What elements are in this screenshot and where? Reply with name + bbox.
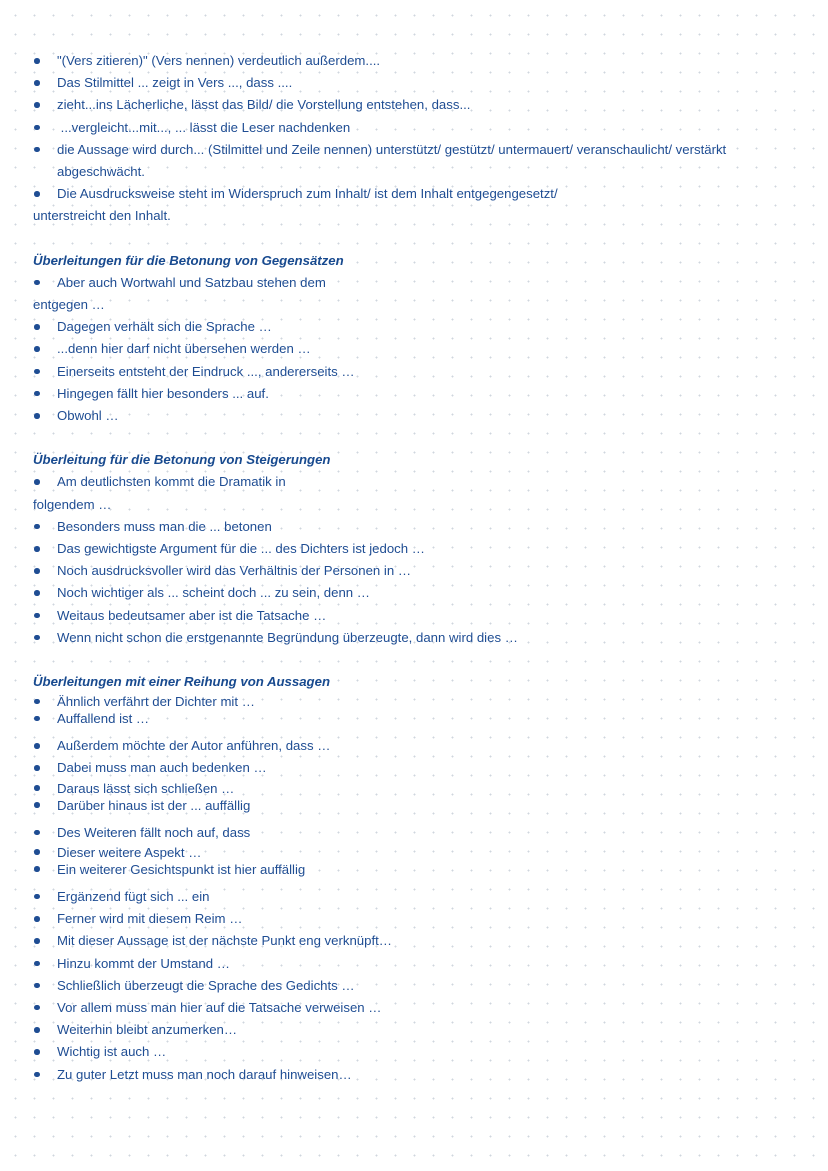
- section-steigerungen: [33, 449, 803, 649]
- section-heading: Überleitungen für die Betonung von Gegensätzen: [33, 252, 344, 268]
- list-item: Noch ausdrucksvoller wird das Verhältnis der Personen in …: [33, 560, 803, 582]
- section-gegensaetze: [33, 250, 803, 428]
- section-reihung: [33, 671, 803, 1086]
- list-item: Auffallend ist …: [33, 710, 803, 727]
- list-item: Mit dieser Aussage ist der nächste Punkt eng verknüpft…: [33, 930, 803, 952]
- list-item: Weitaus bedeutsamer aber ist die Tatsache …: [33, 605, 803, 627]
- list-item: Am deutlichsten kommt die Dramatik in: [33, 471, 803, 493]
- list-item: "(Vers zitieren)" (Vers nennen) verdeutlich außerdem....: [33, 50, 803, 72]
- list-item: ...denn hier darf nicht übersehen werden …: [33, 338, 803, 360]
- list-item: Darüber hinaus ist der ... auffällig: [33, 797, 803, 814]
- intro-list: [33, 50, 803, 228]
- list-item: Dieser weitere Aspekt …: [33, 844, 803, 861]
- list-item: Hinzu kommt der Umstand …: [33, 953, 803, 975]
- list-item: Wenn nicht schon die erstgenannte Begründung überzeugte, dann wird dies …: [33, 627, 803, 649]
- list-item: Ähnlich verfährt der Dichter mit …: [33, 693, 803, 710]
- list-item: Noch wichtiger als ... scheint doch ... zu sein, denn …: [33, 582, 803, 604]
- list-item: Das Stilmittel ... zeigt in Vers ..., dass ....: [33, 72, 803, 94]
- list-item: Dagegen verhält sich die Sprache …: [33, 316, 803, 338]
- list-item-continuation: folgendem …: [33, 496, 112, 512]
- list-item: ...vergleicht...mit..., ... lässt die Leser nachdenken: [33, 117, 803, 139]
- list-item: Das gewichtigste Argument für die ... des Dichters ist jedoch …: [33, 538, 803, 560]
- list-item-continuation: unterstreicht den Inhalt.: [33, 208, 171, 224]
- list-item: Des Weiteren fällt noch auf, dass: [33, 822, 803, 844]
- list-item: Ergänzend fügt sich ... ein: [33, 886, 803, 908]
- section-heading: Überleitungen mit einer Reihung von Aussagen: [33, 674, 331, 690]
- list-item: Außerdem möchte der Autor anführen, dass …: [33, 735, 803, 757]
- list-item: Einerseits entsteht der Eindruck ..., andererseits …: [33, 361, 803, 383]
- list-item: Dabei muss man auch bedenken …: [33, 757, 803, 779]
- notes-page: [33, 50, 803, 1086]
- section-heading: Überleitung für die Betonung von Steigerungen: [33, 452, 331, 468]
- list-item: Vor allem muss man hier auf die Tatsache verweisen …: [33, 997, 803, 1019]
- list-item: Obwohl …: [33, 405, 803, 427]
- list-item: Die Ausdrucksweise steht im Widerspruch zum Inhalt/ ist dem Inhalt entgegengesetzt/: [33, 183, 803, 205]
- list-item: zieht...ins Lächerliche, lässt das Bild/ die Vorstellung entstehen, dass...: [33, 94, 803, 116]
- list-item: Ein weiterer Gesichtspunkt ist hier auffällig: [33, 861, 803, 878]
- list-item: Wichtig ist auch …: [33, 1041, 803, 1063]
- list-item-continuation: entgegen …: [33, 297, 105, 313]
- list-item: Schließlich überzeugt die Sprache des Gedichts …: [33, 975, 803, 997]
- list-item: Aber auch Wortwahl und Satzbau stehen dem: [33, 272, 803, 294]
- list-item: Hingegen fällt hier besonders ... auf.: [33, 383, 803, 405]
- list-item: Zu guter Letzt muss man noch darauf hinweisen…: [33, 1064, 803, 1086]
- list-item: die Aussage wird durch... (Stilmittel und Zeile nennen) unterstützt/ gestützt/ untermauert/ veranschaulicht/ verstärkt abgeschwächt.: [33, 139, 803, 183]
- list-item: Besonders muss man die ... betonen: [33, 516, 803, 538]
- list-item: Weiterhin bleibt anzumerken…: [33, 1019, 803, 1041]
- list-item: Ferner wird mit diesem Reim …: [33, 908, 803, 930]
- list-item: Daraus lässt sich schließen …: [33, 780, 803, 797]
